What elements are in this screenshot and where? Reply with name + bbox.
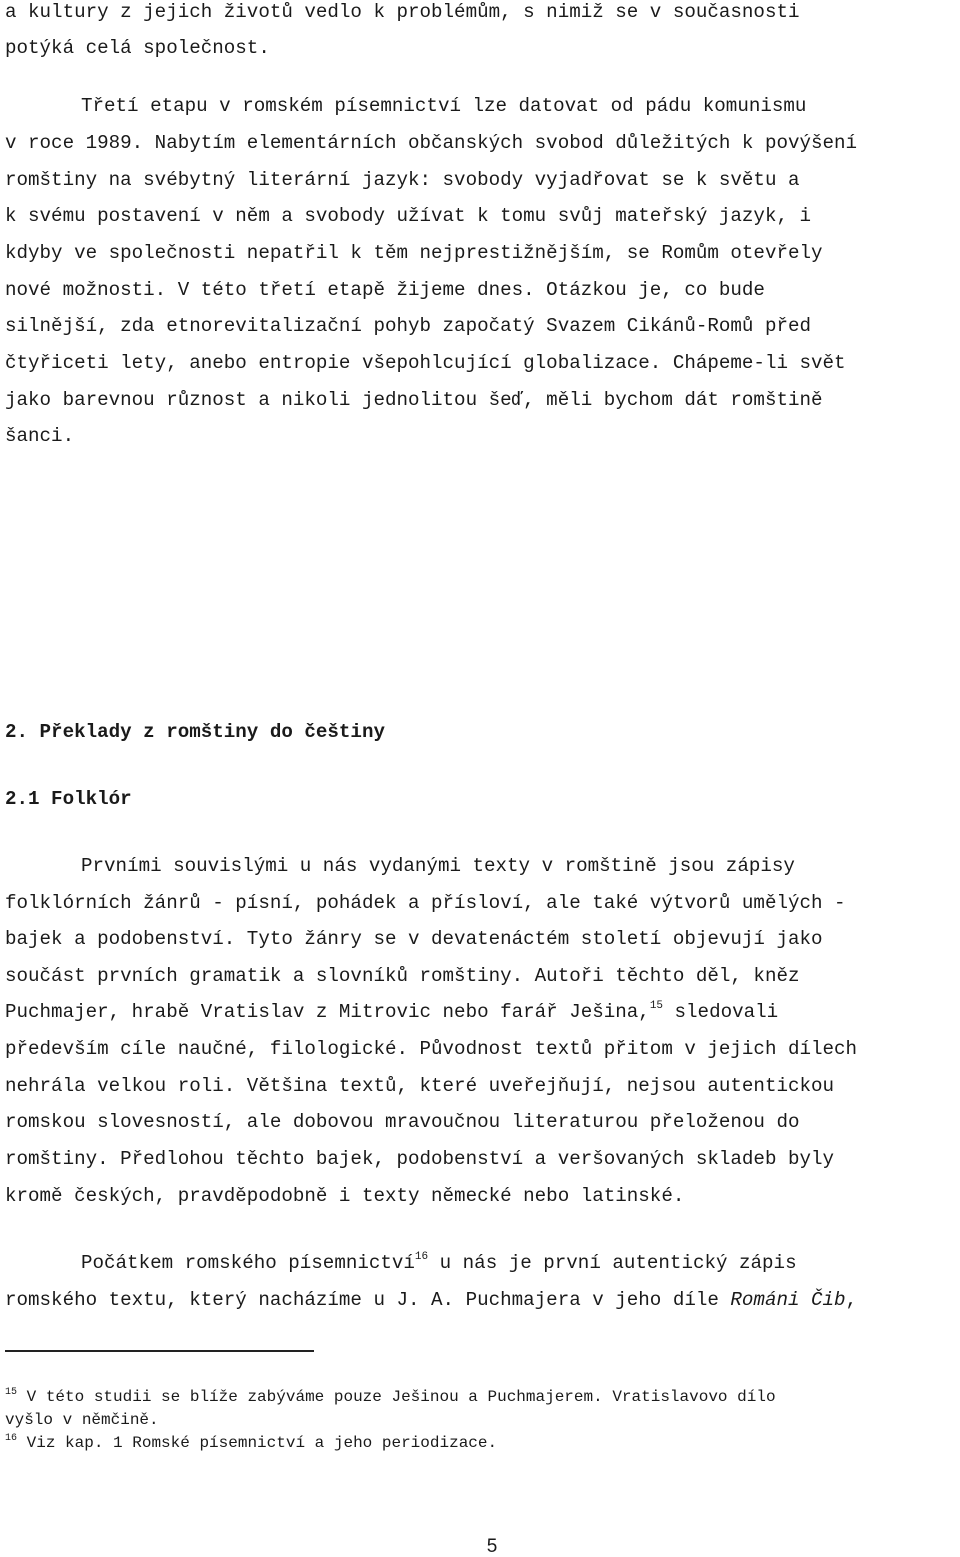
text-line: Prvními souvislými u nás vydanými texty v romštině jsou zápisy <box>81 855 795 877</box>
text-line <box>81 1253 797 1273</box>
work-title: Románi Čib <box>730 1289 846 1311</box>
text-line: k svému postavení v něm a svobody užívat k tomu svůj mateřský jazyk, i <box>5 205 812 227</box>
text-line: Třetí etapu v romském písemnictví lze datovat od pádu komunismu <box>81 95 807 117</box>
text-line: v roce 1989. Nabytím elementárních občanských svobod důležitých k povýšení <box>5 132 858 154</box>
text-line: bajek a podobenství. Tyto žánry se v devatenáctém století objevují jako <box>5 928 823 950</box>
text-line: kdyby ve společnosti nepatřil k těm nejprestižnějším, se Romům otevřely <box>5 242 823 264</box>
text-segment: romského textu, který nacházíme u J. A. Puchmajera v jeho díle <box>5 1289 731 1311</box>
text-segment: sledovali <box>663 1001 779 1023</box>
text-line: jako barevnou různost a nikoli jednolitou šeď, měli bychom dát romštině <box>5 389 823 411</box>
text-line: silnější, zda etnorevitalizační pohyb započatý Svazem Cikánů-Romů před <box>5 315 812 337</box>
text-line: nové možnosti. V této třetí etapě žijeme dnes. Otázkou je, co bude <box>5 279 765 301</box>
subsection-heading: 2.1 Folklór <box>5 788 132 810</box>
footnote-number: 16 <box>5 1433 18 1444</box>
footnote-ref[interactable]: 16 <box>414 1251 429 1263</box>
footnote-text: Viz kap. 1 Romské písemnictví a jeho periodizace. <box>17 1434 498 1452</box>
text-line: romskou slovesností, ale dobovou mravoučnou literaturou přeloženou do <box>5 1111 800 1133</box>
footnote-ref[interactable]: 15 <box>649 1000 664 1012</box>
text-line: šanci. <box>5 425 75 447</box>
text-line: folklórních žánrů - písní, pohádek a přísloví, ale také výtvorů umělých - <box>5 892 846 914</box>
text-line: potýká celá společnost. <box>5 37 270 59</box>
footnote-16 <box>5 1434 497 1452</box>
text-segment: u nás je první autentický zápis <box>428 1252 797 1274</box>
text-line: především cíle naučné, filologické. Původnost textů přitom v jejich dílech <box>5 1038 858 1060</box>
text-line: kromě českých, pravděpodobně i texty německé nebo latinské. <box>5 1185 685 1207</box>
footnote-text: V této studii se blíže zabýváme pouze Ješinou a Puchmajerem. Vratislavovo dílo <box>17 1388 776 1406</box>
text-line: romštiny. Předlohou těchto bajek, podobenství a veršovaných skladeb byly <box>5 1148 835 1170</box>
text-line <box>5 1002 778 1022</box>
text-line: romštiny na svébytný literární jazyk: svobody vyjadřovat se k světu a <box>5 169 800 191</box>
page-number: 5 <box>486 1536 498 1557</box>
footnote-15-continued: vyšlo v němčině. <box>5 1411 159 1429</box>
section-heading: 2. Překlady z romštiny do češtiny <box>5 721 385 743</box>
text-segment: Počátkem romského písemnictví <box>81 1252 415 1274</box>
footnote-number: 15 <box>5 1387 18 1398</box>
text-line <box>5 1290 857 1310</box>
text-line: čtyřiceti lety, anebo entropie všepohlcující globalizace. Chápeme-li svět <box>5 352 846 374</box>
footnote-15 <box>5 1388 776 1406</box>
text-segment: Puchmajer, hrabě Vratislav z Mitrovic nebo farář Ješina, <box>5 1001 650 1023</box>
text-line: a kultury z jejich životů vedlo k problémům, s nimiž se v současnosti <box>5 1 800 23</box>
footnote-separator <box>5 1350 314 1352</box>
text-segment: , <box>845 1289 858 1311</box>
text-line: součást prvních gramatik a slovníků romštiny. Autoři těchto děl, kněz <box>5 965 800 987</box>
text-line: nehrála velkou roli. Většina textů, které uveřejňují, nejsou autentickou <box>5 1075 835 1097</box>
